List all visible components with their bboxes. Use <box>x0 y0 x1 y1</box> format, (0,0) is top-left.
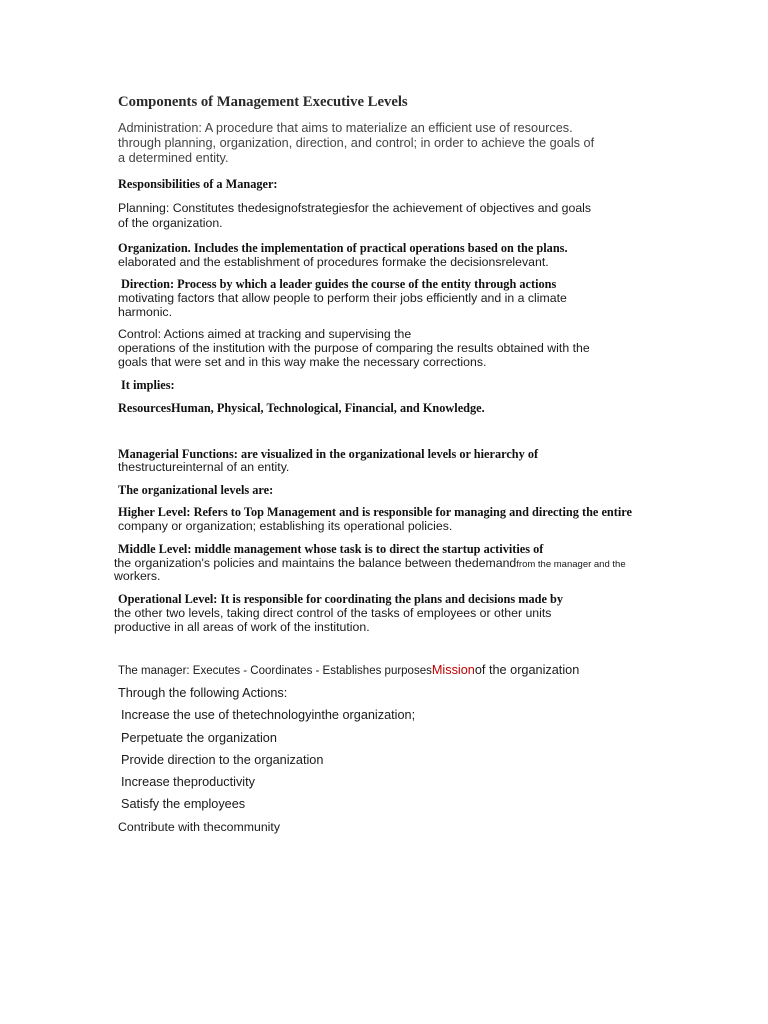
admin-line-1: Administration: A procedure that aims to materialize an efficient use of resources. <box>118 121 573 135</box>
direction-bold: Direction: Process by which a leader guides the course of the entity through actions <box>121 277 557 291</box>
manager-line <box>118 663 579 678</box>
action-item: Perpetuate the organization <box>121 731 277 745</box>
operational-level-line-2: the other two levels, taking direct control of the tasks of employees or other units <box>114 606 552 620</box>
resources-line: ResourcesHuman, Physical, Technological, Financial, and Knowledge. <box>118 401 485 415</box>
middle-level-line-2-small: from the manager and the <box>516 559 626 570</box>
managerial-bold: Managerial Functions: are visualized in the organizational levels or hierarchy of <box>118 447 539 461</box>
levels-heading: The organizational levels are: <box>118 483 274 497</box>
responsibilities-heading: Responsibilities of a Manager: <box>118 177 278 191</box>
planning-line-1: Planning: Constitutes thedesignofstrategiesfor the achievement of objectives and goals <box>118 201 592 215</box>
implies-heading: It implies: <box>121 378 175 392</box>
planning-line-2: of the organization. <box>118 216 223 230</box>
middle-level-line-2 <box>114 556 626 572</box>
admin-line-2: through planning, organization, direction, and control; in order to achieve the goals of <box>118 136 595 150</box>
higher-level-bold: Higher Level: Refers to Top Management and is responsible for managing and directing the entire <box>118 505 632 519</box>
admin-line-3: a determined entity. <box>118 151 229 165</box>
organization-line-2: elaborated and the establishment of procedures formake the decisionsrelevant. <box>118 255 549 269</box>
actions-heading: Through the following Actions: <box>118 686 288 700</box>
control-line-2: operations of the institution with the purpose of comparing the results obtained with the <box>118 341 590 355</box>
action-item: Provide direction to the organization <box>121 753 324 767</box>
mission-word: Mission <box>431 663 475 677</box>
document-title: Components of Management Executive Levels <box>118 94 408 110</box>
operational-level-line-3: productive in all areas of work of the institution. <box>114 620 370 634</box>
direction-line-3: harmonic. <box>118 305 172 319</box>
higher-level-line-2: company or organization; establishing its operational policies. <box>118 519 453 533</box>
middle-level-line-2-main: the organization's policies and maintains the balance between thedemand <box>114 556 517 570</box>
contribute-line: Contribute with thecommunity <box>118 820 280 834</box>
control-line-3: goals that were set and in this way make the necessary corrections. <box>118 355 487 369</box>
direction-line-2: motivating factors that allow people to perform their jobs efficiently and in a climate <box>118 291 567 305</box>
middle-level-bold: Middle Level: middle management whose task is to direct the startup activities of <box>118 542 544 556</box>
manager-line-part1: The manager: Executes - Coordinates - Establishes purposes <box>118 665 432 677</box>
organization-bold: Organization. Includes the implementation of practical operations based on the plans. <box>118 241 568 255</box>
operational-level-bold: Operational Level: It is responsible for coordinating the plans and decisions made by <box>118 592 564 606</box>
action-item: Increase the use of thetechnologyinthe organization; <box>121 708 416 722</box>
middle-level-line-3: workers. <box>114 569 161 583</box>
manager-line-part2: of the organization <box>474 663 580 677</box>
control-line-1: Control: Actions aimed at tracking and supervising the <box>118 327 412 341</box>
action-item: Satisfy the employees <box>121 797 246 811</box>
managerial-line-2: thestructureinternal of an entity. <box>118 460 290 474</box>
action-item: Increase theproductivity <box>121 775 255 789</box>
